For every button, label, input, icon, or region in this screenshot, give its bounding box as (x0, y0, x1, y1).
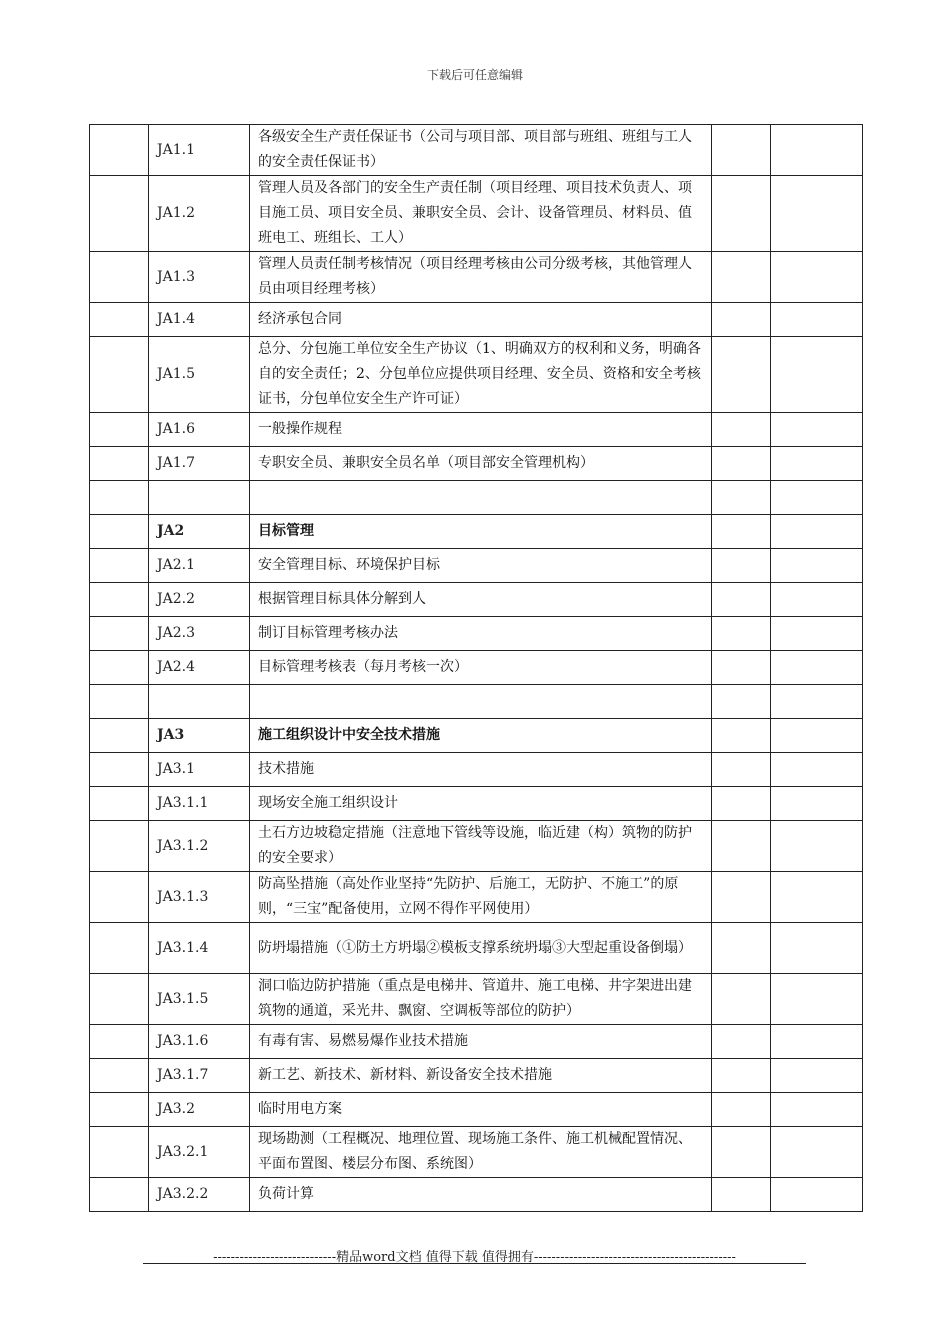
row-check-cell (712, 303, 771, 337)
row-code-cell: JA3.1.4 (149, 923, 250, 974)
row-description-cell: 现场安全施工组织设计 (250, 787, 712, 821)
row-code-cell: JA3 (149, 719, 250, 753)
row-check-cell (712, 685, 771, 719)
row-remark-cell (771, 974, 863, 1025)
row-code-cell: JA1.6 (149, 413, 250, 447)
row-blank-cell-left (90, 1178, 149, 1212)
row-check-cell (712, 1025, 771, 1059)
row-code-cell: JA3.2 (149, 1093, 250, 1127)
row-description-cell: 防高坠措施（高处作业坚持“先防护、后施工，无防护、不施工”的原则，“三宝”配备使用，立网不得作平网使用） (250, 872, 712, 923)
row-check-cell (712, 651, 771, 685)
row-description-cell: 一般操作规程 (250, 413, 712, 447)
row-blank-cell-left (90, 447, 149, 481)
row-blank-cell-left (90, 923, 149, 974)
table-row (90, 337, 863, 413)
table-row (90, 787, 863, 821)
row-code-cell: JA2.3 (149, 617, 250, 651)
row-blank-cell-left (90, 303, 149, 337)
row-remark-cell (771, 753, 863, 787)
row-blank-cell-left (90, 1093, 149, 1127)
table-row (90, 481, 863, 515)
checklist-table (89, 124, 863, 1212)
row-check-cell (712, 583, 771, 617)
row-code-cell (149, 685, 250, 719)
row-check-cell (712, 821, 771, 872)
table-row (90, 303, 863, 337)
row-code-cell: JA1.3 (149, 252, 250, 303)
row-description-cell: 目标管理考核表（每月考核一次） (250, 651, 712, 685)
row-code-cell: JA1.5 (149, 337, 250, 413)
row-blank-cell-left (90, 337, 149, 413)
row-description-cell: 根据管理目标具体分解到人 (250, 583, 712, 617)
table-row (90, 447, 863, 481)
row-blank-cell-left (90, 719, 149, 753)
row-check-cell (712, 872, 771, 923)
table-row (90, 549, 863, 583)
row-code-cell: JA1.2 (149, 176, 250, 252)
table-row (90, 125, 863, 176)
row-remark-cell (771, 719, 863, 753)
row-blank-cell-left (90, 787, 149, 821)
table-row (90, 923, 863, 974)
row-description-cell: 负荷计算 (250, 1178, 712, 1212)
row-code-cell: JA3.1.7 (149, 1059, 250, 1093)
row-blank-cell-left (90, 1025, 149, 1059)
row-code-cell: JA2.1 (149, 549, 250, 583)
row-code-cell: JA3.1.5 (149, 974, 250, 1025)
row-check-cell (712, 481, 771, 515)
row-remark-cell (771, 1178, 863, 1212)
table-row (90, 252, 863, 303)
row-description-cell: 现场勘测（工程概况、地理位置、现场施工条件、施工机械配置情况、平面布置图、楼层分布图、系统图） (250, 1127, 712, 1178)
row-description-cell: 制订目标管理考核办法 (250, 617, 712, 651)
row-remark-cell (771, 252, 863, 303)
table-row (90, 176, 863, 252)
table-row (90, 617, 863, 651)
row-remark-cell (771, 481, 863, 515)
row-blank-cell-left (90, 685, 149, 719)
row-code-cell: JA2.4 (149, 651, 250, 685)
row-check-cell (712, 753, 771, 787)
row-blank-cell-left (90, 1127, 149, 1178)
row-description-cell: 洞口临边防护措施（重点是电梯井、管道井、施工电梯、井字架进出建筑物的通道，采光井、飘窗、空调板等部位的防护） (250, 974, 712, 1025)
table-row (90, 753, 863, 787)
row-description-cell: 安全管理目标、环境保护目标 (250, 549, 712, 583)
row-remark-cell (771, 549, 863, 583)
row-check-cell (712, 1127, 771, 1178)
row-code-cell: JA1.1 (149, 125, 250, 176)
row-code-cell: JA3.1 (149, 753, 250, 787)
row-remark-cell (771, 872, 863, 923)
row-check-cell (712, 719, 771, 753)
row-code-cell: JA3.1.1 (149, 787, 250, 821)
row-remark-cell (771, 176, 863, 252)
row-check-cell (712, 1093, 771, 1127)
row-remark-cell (771, 1059, 863, 1093)
row-blank-cell-left (90, 413, 149, 447)
row-blank-cell-left (90, 176, 149, 252)
row-description-cell: 临时用电方案 (250, 1093, 712, 1127)
row-description-cell: 经济承包合同 (250, 303, 712, 337)
row-blank-cell-left (90, 549, 149, 583)
row-code-cell: JA2.2 (149, 583, 250, 617)
row-check-cell (712, 515, 771, 549)
row-blank-cell-left (90, 617, 149, 651)
row-description-cell: 有毒有害、易燃易爆作业技术措施 (250, 1025, 712, 1059)
row-remark-cell (771, 651, 863, 685)
table-row (90, 583, 863, 617)
row-description-cell: 管理人员及各部门的安全生产责任制（项目经理、项目技术负责人、项目施工员、项目安全员、兼职安全员、会计、设备管理员、材料员、值班电工、班组长、工人） (250, 176, 712, 252)
page-footer-text: ----------------------------精品word文档 值得下载 值得拥有---------------------------------------------- (213, 1250, 736, 1265)
row-code-cell: JA3.1.3 (149, 872, 250, 923)
row-remark-cell (771, 1025, 863, 1059)
row-description-cell: 新工艺、新技术、新材料、新设备安全技术措施 (250, 1059, 712, 1093)
row-remark-cell (771, 617, 863, 651)
row-check-cell (712, 176, 771, 252)
table-row (90, 974, 863, 1025)
row-check-cell (712, 549, 771, 583)
row-remark-cell (771, 303, 863, 337)
row-description-cell: 施工组织设计中安全技术措施 (250, 719, 712, 753)
row-remark-cell (771, 1127, 863, 1178)
row-description-cell: 防坍塌措施（①防土方坍塌②模板支撑系统坍塌③大型起重设备倒塌） (250, 923, 712, 974)
page-header-text: 下载后可任意编辑 (426, 68, 523, 82)
row-description-cell: 管理人员责任制考核情况（项目经理考核由公司分级考核，其他管理人员由项目经理考核） (250, 252, 712, 303)
row-remark-cell (771, 685, 863, 719)
row-check-cell (712, 1059, 771, 1093)
row-blank-cell-left (90, 515, 149, 549)
checklist-table-body (90, 125, 863, 1212)
row-code-cell (149, 481, 250, 515)
row-remark-cell (771, 583, 863, 617)
table-row (90, 1127, 863, 1178)
row-check-cell (712, 447, 771, 481)
row-code-cell: JA3.2.1 (149, 1127, 250, 1178)
row-check-cell (712, 125, 771, 176)
row-code-cell: JA1.4 (149, 303, 250, 337)
row-blank-cell-left (90, 651, 149, 685)
row-blank-cell-left (90, 821, 149, 872)
row-code-cell: JA1.7 (149, 447, 250, 481)
row-blank-cell-left (90, 252, 149, 303)
table-row (90, 685, 863, 719)
row-check-cell (712, 787, 771, 821)
row-check-cell (712, 1178, 771, 1212)
row-remark-cell (771, 337, 863, 413)
table-row (90, 872, 863, 923)
row-description-cell (250, 481, 712, 515)
row-remark-cell (771, 447, 863, 481)
row-blank-cell-left (90, 753, 149, 787)
row-blank-cell-left (90, 583, 149, 617)
row-remark-cell (771, 923, 863, 974)
table-row (90, 1178, 863, 1212)
row-blank-cell-left (90, 481, 149, 515)
row-check-cell (712, 617, 771, 651)
row-remark-cell (771, 821, 863, 872)
footer-rule (143, 1263, 806, 1264)
row-description-cell: 目标管理 (250, 515, 712, 549)
row-description-cell (250, 685, 712, 719)
row-code-cell: JA3.2.2 (149, 1178, 250, 1212)
row-description-cell: 总分、分包施工单位安全生产协议（1、明确双方的权利和义务，明确各自的安全责任；2、分包单位应提供项目经理、安全员、资格和安全考核证书，分包单位安全生产许可证） (250, 337, 712, 413)
row-check-cell (712, 923, 771, 974)
row-remark-cell (771, 787, 863, 821)
row-check-cell (712, 337, 771, 413)
row-description-cell: 各级安全生产责任保证书（公司与项目部、项目部与班组、班组与工人的安全责任保证书） (250, 125, 712, 176)
row-description-cell: 土石方边坡稳定措施（注意地下管线等设施，临近建（构）筑物的防护的安全要求） (250, 821, 712, 872)
row-code-cell: JA2 (149, 515, 250, 549)
row-blank-cell-left (90, 974, 149, 1025)
row-description-cell: 技术措施 (250, 753, 712, 787)
table-row (90, 1025, 863, 1059)
row-code-cell: JA3.1.6 (149, 1025, 250, 1059)
row-blank-cell-left (90, 125, 149, 176)
row-remark-cell (771, 413, 863, 447)
table-row (90, 1059, 863, 1093)
row-remark-cell (771, 515, 863, 549)
row-check-cell (712, 413, 771, 447)
row-check-cell (712, 974, 771, 1025)
table-row (90, 515, 863, 549)
row-remark-cell (771, 125, 863, 176)
table-row (90, 651, 863, 685)
table-row (90, 1093, 863, 1127)
row-blank-cell-left (90, 872, 149, 923)
row-description-cell: 专职安全员、兼职安全员名单（项目部安全管理机构） (250, 447, 712, 481)
table-row (90, 719, 863, 753)
table-row (90, 413, 863, 447)
table-row (90, 821, 863, 872)
row-check-cell (712, 252, 771, 303)
row-remark-cell (771, 1093, 863, 1127)
row-blank-cell-left (90, 1059, 149, 1093)
row-code-cell: JA3.1.2 (149, 821, 250, 872)
